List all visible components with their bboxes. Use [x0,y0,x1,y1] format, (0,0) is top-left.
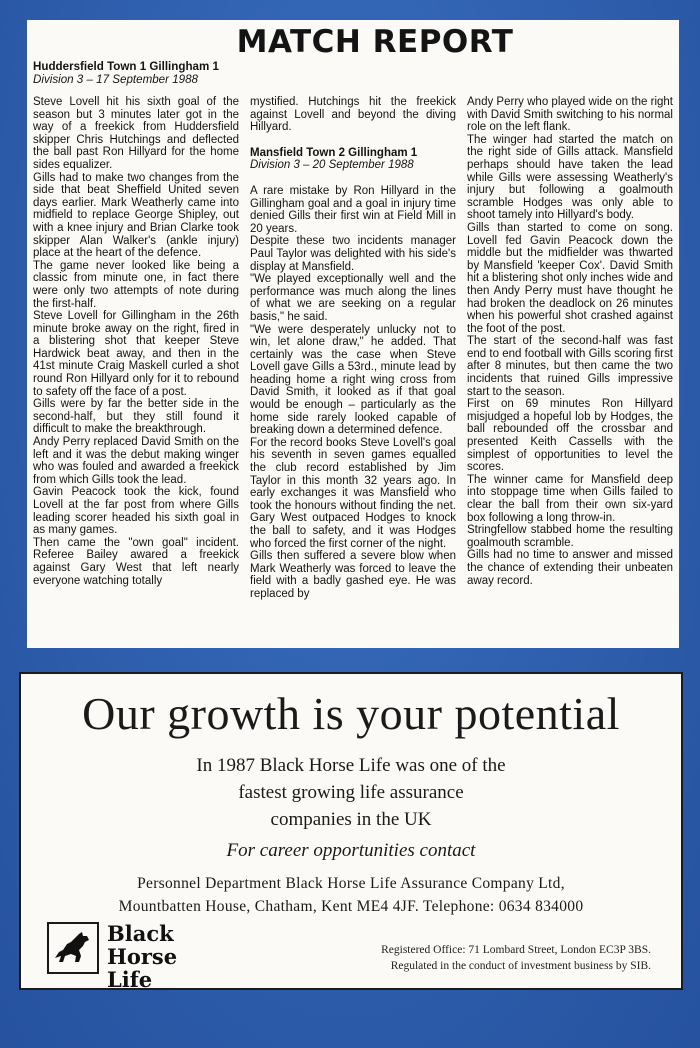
match-header-1 [33,60,673,86]
paragraph: "We were desperately unlucky not to win, let alone draw," he added. That certainly was the case when Steve Lovell gave Gills a 53rd., minute lead by heading home a right wing cross from David Smith, it looked as if that goal would be enough – particularly as the home side rarely looked capable of breaking down a determined defence. [250,323,456,437]
paragraph: A rare mistake by Ron Hillyard in the Gillingham goal and a goal in injury time denied Gills their first win at Field Mill in 20 years. [250,184,456,235]
match-report [27,20,679,648]
paragraph: mystified. Hutchings hit the freekick against Lovell and beyond the diving Hillyard. [250,96,456,134]
ad-address: Personnel Department Black Horse Life Assurance Company Ltd, [137,875,565,892]
reg-line: Registered Office: 71 Lombard Street, London EC3P 3BS. [381,944,651,956]
registered-office [381,942,651,974]
paragraph: Gills had no time to answer and missed the chance of extending their unbeaten away record. [467,549,673,587]
paragraph: Stringfellow stabbed home the resulting goalmouth scramble. [467,524,673,549]
logo-line: Life [107,967,153,992]
paragraph: Gills were by far the better side in the second-half, but they still found it difficult to make the breakthrough. [33,398,239,436]
paragraph: Despite these two incidents manager Paul Taylor was delighted with his side's display at Mansfield. [250,235,456,273]
ad-line: fastest growing life assurance [238,782,464,803]
black-horse-logo [47,921,247,992]
paragraph: The winner came for Mansfield deep into stoppage time when Gills failed to clear the ball from their own six-yard box following a long throw-in. [467,473,673,524]
match-date-2: Division 3 – 20 September 1988 [250,159,414,172]
column-2 [250,96,456,601]
ad-slogan: Our growth is your potential [82,688,620,739]
page-title: MATCH REPORT [236,24,514,60]
paragraph: For the record books Steve Lovell's goal his seventh in seven games equalled the club record established by Jim Taylor in this month 32 years ago. In early exchanges it was Mansfield who took the honours without finding the net. Gary West outpaced Hodges to knock the ball to safety, and it was Hodges who forced the first corner of the night. [250,436,456,550]
paragraph: Steve Lovell for Gillingham in the 26th minute broke away on the right, fired in a blistering shot that keeper Steve Hardwick beat away, and then in the 41st minute Craig Maskell curled a shot round Ron Hillyard only for it to rebound to safety off the face of a post. [33,310,239,398]
ad-address: Mountbatten House, Chatham, Kent ME4 4JF. Telephone: 0634 834000 [118,898,584,915]
paragraph: First on 69 minutes Ron Hillyard misjudged a hopeful lob by Hodges, the ball rebounded off the crossbar and presented Keith Cassells with the simplest of opportunities to level the scores. [467,398,673,474]
paragraph: "We played exceptionally well and the performance was much along the lines of what we are seeking on a regular basis," he said. [250,273,456,323]
match-title-2: Mansfield Town 2 Gillingham 1 [250,146,418,159]
paragraph: Then came the "own goal" incident. Referee Bailey awared a freekick against Gary West that left nearly everyone watching totally [33,536,239,587]
reg-line: Regulated in the conduct of investment business by SIB. [390,960,651,972]
ad-line: companies in the UK [270,809,432,830]
paragraph: Andy Perry replaced David Smith on the left and it was the debut making winger who was fouled and awarded a freekick from which Gills took the lead. [33,436,239,486]
logo-wordmark [107,922,247,991]
match-title: Huddersfield Town 1 Gillingham 1 [33,60,219,73]
horse-icon [47,922,99,974]
paragraph: The start of the second-half was fast end to end football with Gills scoring first after 8 minutes, but then came the two incidents that ruined Gills impressive start to the season. [467,335,673,398]
column-3 [467,96,673,601]
ad-line-italic: For career opportunities contact [226,840,476,861]
paragraph: Gills then suffered a severe blow when Mark Weatherly was forced to leave the field with a badly gashed eye. He was replaced by [250,550,456,600]
paragraph: Gills than started to come on song. Lovell fed Gavin Peacock down the middle but the midfielder was thwarted by Mansfield 'keeper Cox'. David Smith hit a blistering shot only inches wide and then Andy Perry must have thought he had broken the deadlock on 26 minutes when his powerful shot crashed against the foot of the post. [467,221,673,335]
match-date: Division 3 – 17 September 1988 [33,73,198,86]
paragraph: Gills had to make two changes from the side that beat Sheffield United seven days earlier. Mark Weatherly came into midfield to replace George Shipley, out with a knee injury and Brian Clarke took skipper Alan Walker's (ankle injury) place at the heart of the defence. [33,171,239,260]
ad-line: In 1987 Black Horse Life was one of the [196,755,506,776]
advertisement [19,672,683,990]
paragraph: The winger had started the match on the right side of Gills attack. Mansfield perhaps should have taken the lead while Gills were assessing Weatherly's injury but following a goalmouth scramble Hodges was only able to shoot tamely into Hillyard's body. [467,133,673,222]
paragraph: Andy Perry who played wide on the right with David Smith switching to his normal role on the left flank. [467,96,673,134]
report-columns [33,96,673,601]
logo-line: Black Horse [107,921,178,969]
paragraph: The game never looked like being a classic from minute one, in fact there were only two attempts of note during the first-half. [33,259,239,310]
paragraph: Gavin Peacock took the kick, found Lovell at the far post from where Gills leading scorer headed his sixth goal in as many games. [33,486,239,537]
column-1 [33,96,239,601]
paragraph: Steve Lovell hit his sixth goal of the season but 3 minutes later got in the way of a freekick from Huddersfield skipper Chris Hutchings and deflected the ball past Ron Hillyard for the home sides equalizer. [33,96,239,171]
